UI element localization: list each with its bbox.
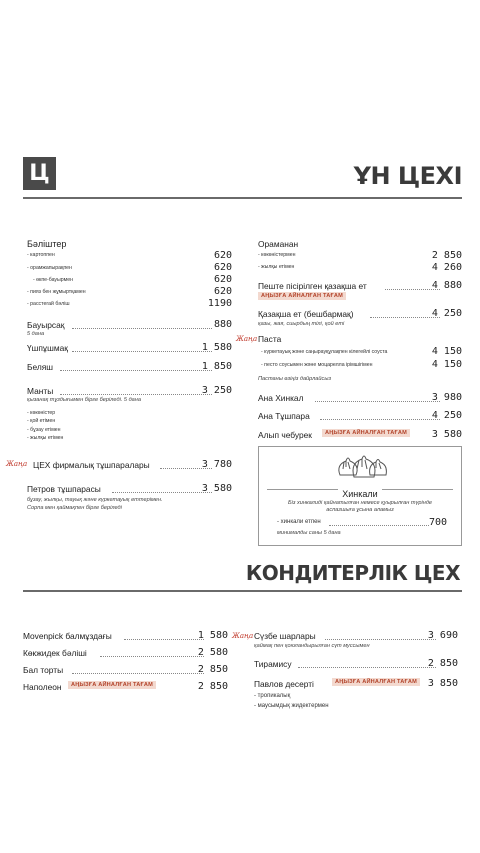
- item-price: 3 580: [201, 483, 232, 494]
- dumplings-illustration: [334, 451, 390, 479]
- cafe-logo: [23, 157, 56, 190]
- leader-dots: [72, 328, 212, 329]
- leader-dots: [315, 401, 440, 402]
- leader-dots: [60, 394, 212, 395]
- sub-item: - орамжапырақпен: [27, 265, 72, 271]
- leader-dots: [298, 667, 436, 668]
- item-name: Паста: [258, 334, 282, 344]
- khinkali-box: [258, 446, 462, 546]
- item-name: Беляш: [27, 362, 54, 372]
- sub-item: - өкпе-бауырмен: [33, 277, 73, 283]
- sub-item: - тропикалық: [254, 693, 291, 699]
- item-price: 1 580: [197, 630, 228, 641]
- item-price: 620: [213, 250, 232, 261]
- item-price: 3 580: [431, 429, 462, 440]
- confectionery-title-rule: [23, 590, 462, 592]
- khinkali-item: - хинкали етпен: [277, 519, 321, 525]
- sub-item: - картоппен: [27, 252, 55, 258]
- leader-dots: [370, 317, 440, 318]
- sub-item: - жылқы етімен: [27, 435, 64, 441]
- item-price: 2 850: [431, 250, 462, 261]
- item-price: 2 850: [197, 664, 228, 675]
- item-name: Бауырсақ: [27, 320, 65, 330]
- item-name: Петров тұшпарасы: [27, 484, 101, 494]
- leader-dots: [112, 492, 212, 493]
- legendary-badge: АҢЫЗҒА АЙНАЛҒАН ТАҒАМ: [332, 678, 420, 686]
- khinkali-desc: аспазшыға ұсына аламыз: [326, 507, 394, 513]
- khinkali-note: минималды саны 5 дана: [277, 530, 341, 536]
- new-label: Жаңа: [232, 632, 254, 640]
- item-balishter: Бәліштер: [27, 239, 67, 249]
- sub-item: - расстегай бәліш: [27, 301, 70, 307]
- item-price: 3 850: [427, 678, 458, 689]
- bakery-title-rule: [23, 197, 462, 199]
- leader-dots: [124, 639, 204, 640]
- item-name: Қазақша ет (бешбармақ): [258, 309, 354, 319]
- item-name: Павлов десерті: [254, 679, 314, 689]
- item-name: Үшпұшмақ: [27, 343, 68, 353]
- item-name: Наполеон: [23, 682, 62, 692]
- sub-item: - жылқы етімен: [258, 264, 295, 270]
- item-note: қаймақ пен қоюландырылған сүт муссымен: [254, 643, 370, 649]
- item-note: Пастаны өзіңіз дайрлайсыз: [258, 376, 332, 382]
- legendary-badge: АҢЫЗҒА АЙНАЛҒАН ТАҒАМ: [258, 292, 346, 300]
- sub-item: - көкөністермен: [258, 252, 296, 258]
- sub-item: - пияз бен жұмыртқамен: [27, 289, 86, 295]
- item-name: Бал торты: [23, 665, 64, 675]
- bakery-title: ҰН ЦЕХІ: [353, 162, 462, 190]
- sub-item: - қой етімен: [27, 418, 56, 424]
- item-price: 1 580: [201, 342, 232, 353]
- legendary-badge: АҢЫЗҒА АЙНАЛҒАН ТАҒАМ: [322, 429, 410, 437]
- sub-item: - көкөністер: [27, 410, 56, 416]
- item-price: 4 250: [431, 410, 462, 421]
- item-price: 620: [213, 274, 232, 285]
- new-label: Жаңа: [6, 460, 28, 468]
- leader-dots: [325, 639, 436, 640]
- item-name: Тирамису: [254, 659, 292, 669]
- item-note: Сорпа мен қаймақпен бірге беріледі: [27, 505, 122, 511]
- item-name: Сүзбе шарлары: [254, 631, 316, 641]
- item-note: қызанақ тұздығымен бірге беріледі. 5 дана: [27, 397, 141, 403]
- item-price: 3 980: [431, 392, 462, 403]
- khinkali-title: Хинкали: [338, 489, 381, 499]
- item-name: Ораманан: [258, 239, 299, 249]
- item-price: 620: [213, 262, 232, 273]
- item-price: 2 850: [197, 681, 228, 692]
- sub-item: - бұзау етімен: [27, 427, 61, 433]
- item-price: 4 150: [431, 359, 462, 370]
- khinkali-price: 700: [428, 517, 447, 528]
- item-name: Пеште пісірілген қазақша ет: [258, 281, 367, 291]
- item-price: 4 250: [431, 308, 462, 319]
- sub-item: - песто соусымен және моцарелла ірімшігімен: [261, 362, 373, 368]
- leader-dots: [60, 370, 212, 371]
- leader-dots: [320, 419, 440, 420]
- item-name: ЦЕХ фирмалық тұшпаралары: [33, 460, 150, 470]
- item-price: 1 850: [201, 361, 232, 372]
- new-label: Жаңа: [236, 335, 258, 343]
- item-note: қазы, жая, сиырдың тілі, қой еті: [258, 321, 345, 327]
- item-price: 3 780: [201, 459, 232, 470]
- item-price: 4 150: [431, 346, 462, 357]
- item-price: 880: [213, 319, 232, 330]
- item-name: Movenpick балмұздағы: [23, 631, 112, 641]
- item-price: 1190: [207, 298, 232, 309]
- leader-dots: [72, 351, 212, 352]
- item-name: Манты: [27, 386, 54, 396]
- item-name: Көкжидек бәліші: [23, 648, 87, 658]
- item-price: 620: [213, 286, 232, 297]
- item-price: 3 690: [427, 630, 458, 641]
- item-name: Ана Хинкал: [258, 393, 304, 403]
- sub-item: - маусымдық жидектермен: [254, 703, 329, 709]
- legendary-badge: АҢЫЗҒА АЙНАЛҒАН ТАҒАМ: [68, 681, 156, 689]
- leader-dots: [329, 525, 429, 526]
- khinkali-desc: Біз хинкалиді қайнатылған немесе қуырылған түрінде: [287, 500, 433, 506]
- item-price: 4 880: [431, 280, 462, 291]
- leader-dots: [100, 656, 204, 657]
- item-note: бұзау, жылқы, тауық және күркетауық еттерімен.: [27, 497, 163, 503]
- item-price: 4 260: [431, 262, 462, 273]
- item-price: 3 250: [201, 385, 232, 396]
- item-name: Алып чебурек: [258, 430, 312, 440]
- item-price: 2 850: [427, 658, 458, 669]
- sub-item: - күркетауық және саңырауқұлақпен кілегейлі соуста: [261, 349, 388, 355]
- item-note: 5 дана: [27, 331, 45, 337]
- confectionery-title: КОНДИТЕРЛІК ЦЕХ: [245, 561, 460, 585]
- item-price: 2 580: [197, 647, 228, 658]
- leader-dots: [72, 673, 204, 674]
- logo-letter: Ц: [29, 161, 50, 186]
- item-name: Ана Тұшпара: [258, 411, 310, 421]
